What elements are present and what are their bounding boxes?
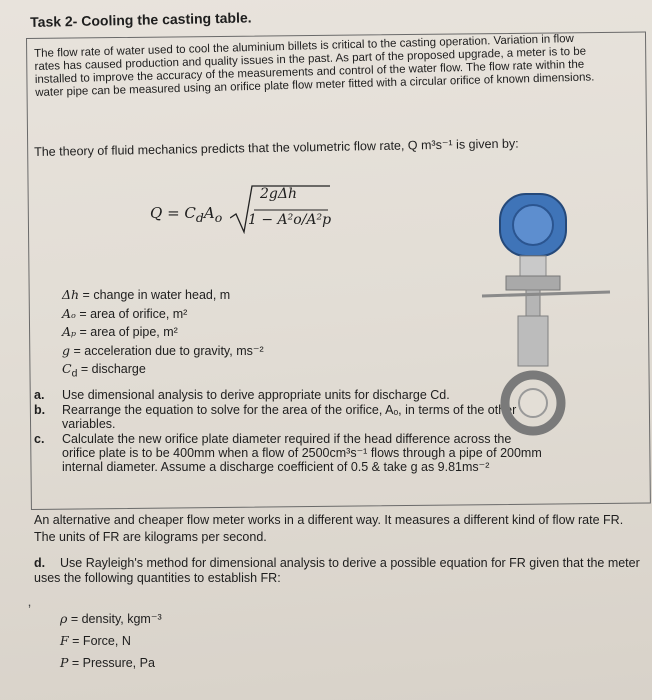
definition-row: g = acceleration due to gravity, ms⁻² bbox=[62, 342, 264, 358]
definition-row: Δh = change in water head, m bbox=[62, 287, 231, 302]
question-c: c. Calculate the new orifice plate diameter required if the head difference across the orifice plate is to be 400mm when a flow of 2500cm³s⁻¹ flows through a pipe of 200mm internal diameter. Assume a discharge coefficient of 0.5 & take g as 9.81ms⁻² bbox=[34, 432, 542, 474]
definition-row: $C_d$ = discharge bbox=[62, 361, 146, 380]
orifice-flow-meter-image bbox=[460, 188, 620, 438]
definition-row: F = Force, N bbox=[60, 633, 131, 648]
task-title: Task 2- Cooling the casting table. bbox=[30, 9, 252, 30]
question-b: b. Rearrange the equation to solve for the area of the orifice, Aₒ, in terms of the other variables. bbox=[34, 403, 517, 431]
definitions-list bbox=[62, 286, 264, 383]
formula-lhs: $Q = C_dA_o$ bbox=[150, 204, 223, 225]
question-d: d. Use Rayleigh's method for dimensional analysis to derive a possible equation for FR given that the meter uses the following quantities to establish FR: bbox=[34, 556, 640, 585]
alternative-meter-text: An alternative and cheaper flow meter works in a different way. It measures a different kind of flow rate FR. The units of FR are kilograms per second. bbox=[34, 513, 624, 544]
question-a: a. Use dimensional analysis to derive appropriate units for discharge Cd. bbox=[34, 388, 450, 402]
intro-paragraph: The flow rate of water used to cool the aluminium billets is critical to the casting operation. Variation in flow rates has caused production and quality issues in the past. As part of the proposed upgrade, a meter is to be installed to improve the accuracy of the measurements and control of the water flow. The flow rate within the water pipe can be measured using an orifice plate flow meter fitted with a circular orifice of known dimensions. bbox=[34, 32, 595, 99]
definition-row: ρ = density, kgm⁻³ bbox=[60, 611, 162, 626]
definition-row: Aₚ = area of pipe, m² bbox=[62, 324, 178, 339]
definition-row: P = Pressure, Pa bbox=[60, 655, 155, 670]
theory-statement: The theory of fluid mechanics predicts that the volumetric flow rate, Q m³s⁻¹ is given by: bbox=[34, 136, 519, 159]
formula-numerator: 2gΔh bbox=[260, 186, 297, 202]
formula-denominator: 1 − A²o/A²p bbox=[248, 212, 332, 228]
d-definitions-list bbox=[60, 608, 162, 674]
handwritten-mark: ʼ bbox=[28, 602, 32, 618]
definition-row: Aₒ = area of orifice, m² bbox=[62, 305, 188, 321]
